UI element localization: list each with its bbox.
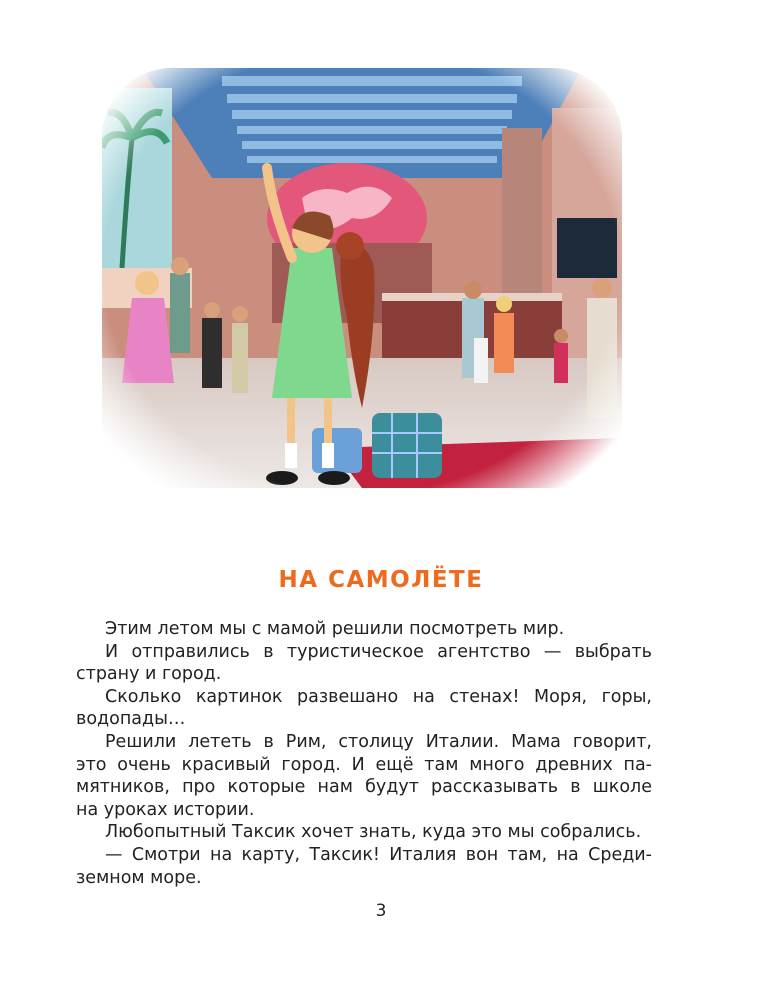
- paragraph: [76, 686, 652, 731]
- page-number: 3: [375, 901, 387, 921]
- text-line: мятников, про которые нам будут рассказывать в школе: [76, 777, 652, 798]
- text-line: земном море.: [76, 867, 202, 888]
- text-line: Этим летом мы с мамой решили посмотреть мир.: [105, 619, 565, 639]
- paragraph: [76, 844, 652, 889]
- paragraph: [76, 731, 652, 821]
- text-line: — Смотри на карту, Таксик! Италия вон там, на Среди-: [105, 844, 652, 865]
- travel-agency-illustration-icon: [102, 68, 622, 518]
- body-text: [76, 618, 652, 889]
- text-line: водопады…: [76, 709, 186, 730]
- text-line: страну и город.: [76, 664, 222, 685]
- text-line: Любопытный Таксик хочет знать, куда это мы собрались.: [105, 822, 642, 843]
- text-line: Сколько картинок развешано на стенах! Моря, горы,: [105, 686, 652, 707]
- chapter-title: НА САМОЛЁТЕ: [278, 567, 484, 593]
- illustration: [102, 68, 622, 518]
- paragraph: [76, 821, 652, 844]
- paragraph: [76, 641, 652, 686]
- text-line: Решили лететь в Рим, столицу Италии. Мама говорит,: [105, 731, 652, 752]
- paragraph: [76, 618, 652, 641]
- text-line: это очень красивый город. И ещё там много древних па-: [76, 754, 652, 775]
- text-line: И отправились в туристическое агентство — выбрать: [105, 641, 652, 662]
- text-line: на уроках истории.: [76, 799, 255, 820]
